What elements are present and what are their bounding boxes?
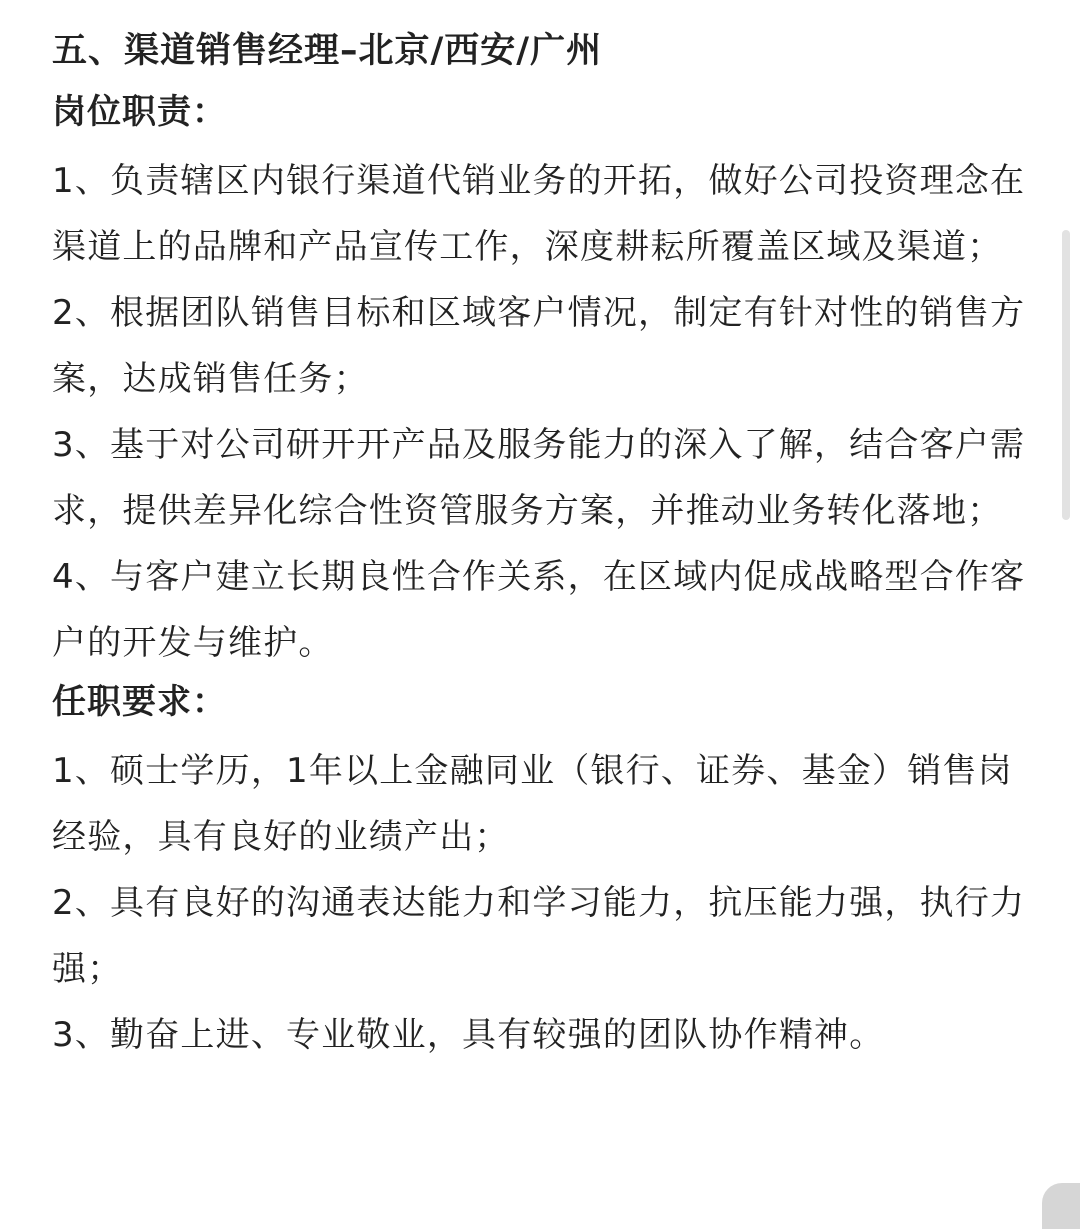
responsibilities-heading: 岗位职责：	[52, 92, 227, 132]
responsibility-item-3: 3、基于对公司研开开产品及服务能力的深入了解，结合客户需求，提供差异化综合性资管服务方案，并推动业务转化落地；	[52, 425, 1026, 531]
floating-corner-button[interactable]	[1042, 1183, 1080, 1229]
requirement-item-2: 2、具有良好的沟通表达能力和学习能力，抗压能力强，执行力强；	[52, 883, 1026, 989]
requirement-item-1: 1、硕士学历，1年以上金融同业（银行、证券、基金）销售岗经验，具有良好的业绩产出；	[52, 751, 1013, 857]
responsibility-item-4: 4、与客户建立长期良性合作关系，在区域内促成战略型合作客户的开发与维护。	[52, 557, 1026, 663]
job-posting	[52, 24, 1032, 1068]
requirement-item-3: 3、勤奋上进、专业敬业，具有较强的团队协作精神。	[52, 1015, 885, 1055]
responsibility-item-2: 2、根据团队销售目标和区域客户情况，制定有针对性的销售方案，达成销售任务；	[52, 293, 1026, 399]
requirements-heading: 任职要求：	[52, 682, 227, 722]
responsibility-item-1: 1、负责辖区内银行渠道代销业务的开拓，做好公司投资理念在渠道上的品牌和产品宣传工作，深度耕耘所覆盖区域及渠道；	[52, 161, 1026, 267]
vertical-scrollbar[interactable]	[1062, 230, 1070, 520]
job-title: 五、渠道销售经理–北京/西安/广州	[52, 31, 603, 71]
